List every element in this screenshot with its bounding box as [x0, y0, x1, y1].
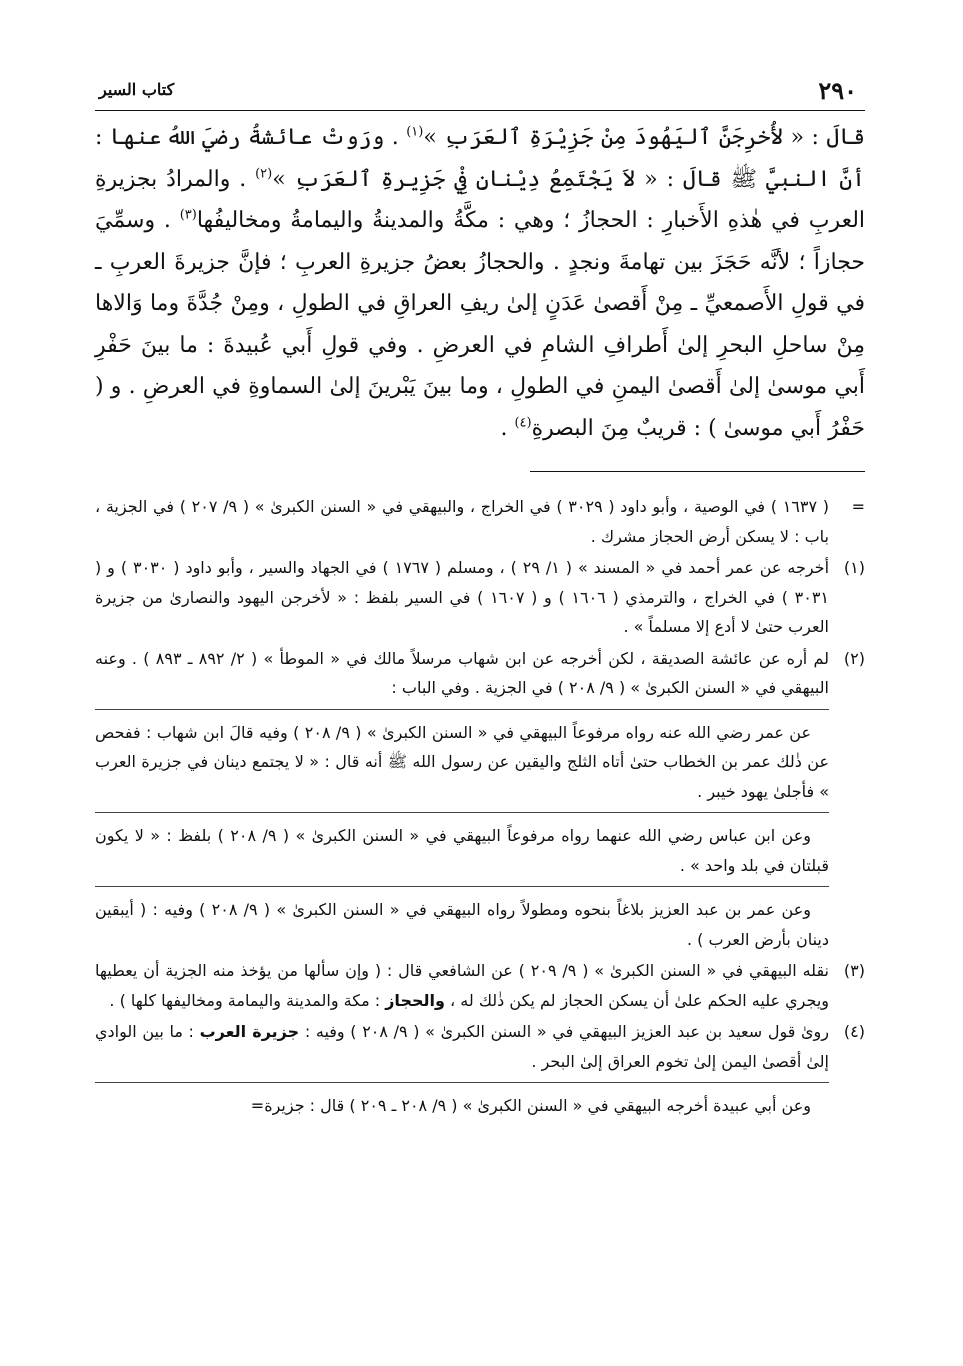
main-text	[95, 117, 865, 449]
footnote-subparagraph: وعن ابن عباس رضي الله عنهما رواه مرفوعاً البيهقي في « السنن الكبرىٰ » ( ٩/ ٢٠٨ ) بلفظ : « لا يكون قبلتان في بلد واحد » .	[95, 812, 829, 880]
footnote-text-segment: روىٰ قول سعيد بن عبد العزيز البيهقي في « السنن الكبرىٰ » ( ٩/ ٢٠٨ ) وفيه :	[299, 1022, 830, 1041]
footnote-1	[95, 553, 865, 642]
footnote-number: (٣)	[843, 961, 865, 980]
book-title: كتاب السير	[99, 80, 175, 99]
footnote-separator	[530, 471, 865, 472]
footnote-ref-3: (٣)	[179, 207, 197, 223]
footnote-ref-1: (١)	[406, 124, 424, 140]
page-number: ٢٩٠	[818, 76, 857, 105]
header-rule	[95, 110, 865, 111]
footnote-2	[95, 644, 865, 955]
main-text-segment: . والمرادُ بجزيرةِ العربِ في هٰذهِ الأَخبارِ : الحجازُ ؛ وهي : مكَّةُ والمدينةُ واليمامةُ ومخاليفُها	[95, 166, 866, 233]
footnote-4	[95, 1017, 865, 1121]
footnote-subparagraph: عن عمر رضي الله عنه رواه مرفوعاً البيهقي في « السنن الكبرىٰ » ( ٩/ ٢٠٨ ) وفيه قالَ ابن شهاب : ففحص عن ذٰلك عمر بن الخطاب حتىٰ أتاه الثلج واليقين عن رسول الله ﷺ أنه قال : « لا يجتمع دينان في جزيرة العرب » فأجلىٰ يهود خيبر .	[95, 709, 829, 807]
footnote-ref-2: (٢)	[255, 166, 273, 182]
footnote-text-segment: نقله البيهقي في « السنن الكبرىٰ » ( ٩/ ٢٠٩ ) عن الشافعي قال : ( وإن سألها من يؤخذ منه الجزية أن يعطيها ويجري عليه الحكم علىٰ أن يسكن الحجاز لم يكن ذٰلك له ،	[95, 961, 830, 1010]
main-text-segment: .	[500, 415, 515, 441]
footnote-number: (٤)	[843, 1022, 865, 1041]
footnote-3	[95, 956, 865, 1015]
continuation-mark: =	[851, 497, 865, 516]
footnote-subparagraph: وعن أبي عبيدة أخرجه البيهقي في « السنن الكبرىٰ » ( ٩/ ٢٠٨ ـ ٢٠٩ ) قال : جزيرة=	[95, 1082, 829, 1121]
footnote-text: أخرجه عن عمر أحمد في « المسند » ( ١/ ٢٩ ) ، ومسلم ( ١٧٦٧ ) في الجهاد والسير ، وأبو داود ( ٣٠٣٠ ) و ( ٣٠٣١ ) في الخراج ، والترمذي ( ١٦٠٦ ) و ( ١٦٠٧ ) في السير بلفظ : « لأخرجن اليهود والنصارىٰ من جزيرة العرب حتىٰ لا أدع إلا مسلماً » .	[95, 558, 830, 636]
footnote-text: ( ١٦٣٧ ) في الوصية ، وأبو داود ( ٣٠٢٩ ) في الخراج ، والبيهقي في « السنن الكبرىٰ » ( ٩/ ٢٠٧ ) في الجزية ، باب : لا يسكن أرض الحجاز مشرك .	[95, 497, 830, 546]
footnote-keyword: والحجاز	[385, 990, 445, 1010]
footnote-text	[95, 956, 829, 1015]
footnote-keyword: جزيرة العرب	[199, 1022, 300, 1041]
footnote-text-segment: : ما بين الوادي إلىٰ أقصىٰ اليمن إلىٰ تخوم العراق إلىٰ البحر .	[95, 1022, 829, 1071]
footnote-text	[95, 1017, 829, 1076]
footnote-text-segment: : مكة والمدينة واليمامة ومخاليفها كلها ) .	[109, 990, 386, 1010]
footnote-continuation	[95, 492, 865, 551]
main-text-segment: . وسمِّيَ حجازاً ؛ لأنَّه حَجَزَ بين تهامةَ ونجدٍ . والحجازُ بعضُ جزيرةِ العربِ ؛ فإنَّ جزيرةَ العربِ ـ في قولِ الأَصمعيِّ ـ مِنْ أَقصىٰ عَدَنٍ إلىٰ ريفِ العراقِ في الطولِ ، ومِنْ جُدَّةَ وما وَالاها مِنْ ساحلِ البحرِ إلىٰ أَطرافِ الشامِ في العرضِ . وفي قولِ أَبي عُبيدةَ : ما بينَ حَفْرِ أَبي موسىٰ إلىٰ أَقصىٰ اليمنِ في الطولِ ، وما بينَ يَبْرينَ إلىٰ السماوةِ في العرضِ . و ( حَفْرُ أَبي موسىٰ ) : قريبٌ مِنَ البصرةِ	[95, 208, 865, 441]
footnote-number: (٢)	[843, 648, 865, 668]
main-text-segment: . ورَوتْ عائشةُ رضيَ اللهُ عنها : أنَّ النبيَّ ﷺ قالَ : « لاَ يَجْتَمِعُ دِيْنانِ فِيْ جَزِيرةِ ٱلعَرَبِ »	[95, 125, 865, 192]
footnotes	[95, 492, 865, 1121]
book-page	[95, 70, 865, 1360]
footnote-ref-4: (٤)	[514, 415, 532, 431]
footnote-text: لم أره عن عائشة الصديقة ، لكن أخرجه عن ابن شهاب مرسلاً مالك في « الموطأ » ( ٢/ ٨٩٢ ـ ٨٩٣ ) . وعنه البيهقي في « السنن الكبرىٰ » ( ٩/ ٢٠٨ ) في الجزية . وفي الباب :	[95, 648, 830, 697]
main-text-segment: قالَ : « لأُخرِجَنَّ ٱليَهُودَ مِنْ جَزِيْرَةِ ٱلعَرَبِ »	[423, 125, 866, 150]
main-paragraph	[95, 117, 865, 449]
page-header	[95, 70, 865, 110]
footnote-number: (١)	[843, 558, 865, 577]
footnote-subparagraph: وعن عمر بن عبد العزيز بلاغاً بنحوه ومطولاً رواه البيهقي في « السنن الكبرىٰ » ( ٩/ ٢٠٨ ) وفيه : ( أيبقين دينان بأرض العرب ) .	[95, 886, 829, 954]
